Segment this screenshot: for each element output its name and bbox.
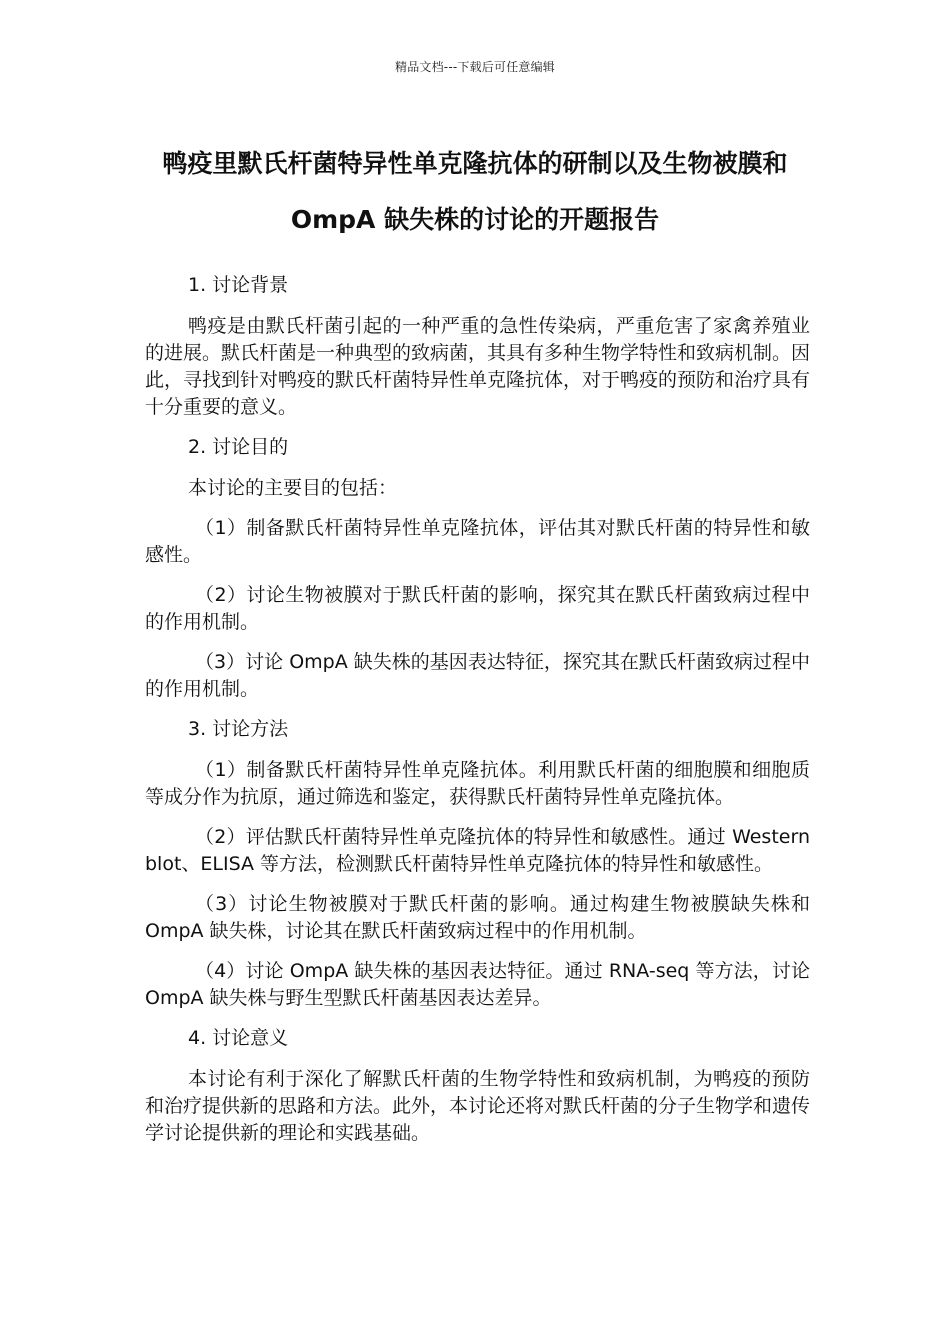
document-body: [145, 272, 810, 1160]
method-item: （4）讨论 OmpA 缺失株的基因表达特征。通过 RNA-seq 等方法，讨论 OmpA 缺失株与野生型默氏杆菌基因表达差异。: [145, 960, 810, 1009]
section-heading-purpose: 2. 讨论目的: [188, 436, 289, 458]
purpose-item: （1）制备默氏杆菌特异性单克隆抗体，评估其对默氏杆菌的特异性和敏感性。: [145, 517, 810, 566]
document-title: 鸭疫里默氏杆菌特异性单克隆抗体的研制以及生物被膜和 OmpA 缺失株的讨论的开题报告: [162, 149, 788, 234]
method-item: （3）讨论生物被膜对于默氏杆菌的影响。通过构建生物被膜缺失株和 OmpA 缺失株，讨论其在默氏杆菌致病过程中的作用机制。: [145, 893, 810, 942]
significance-paragraph: 本讨论有利于深化了解默氏杆菌的生物学特性和致病机制，为鸭疫的预防和治疗提供新的思路和方法。此外，本讨论还将对默氏杆菌的分子生物学和遗传学讨论提供新的理论和实践基础。: [145, 1068, 811, 1144]
section-heading-background: 1. 讨论背景: [188, 274, 289, 296]
section-heading-significance: 4. 讨论意义: [188, 1027, 289, 1049]
purpose-item: （2）讨论生物被膜对于默氏杆菌的影响，探究其在默氏杆菌致病过程中的作用机制。: [145, 584, 810, 633]
background-paragraph: 鸭疫是由默氏杆菌引起的一种严重的急性传染病，严重危害了家禽养殖业的进展。默氏杆菌是一种典型的致病菌，其具有多种生物学特性和致病机制。因此，寻找到针对鸭疫的默氏杆菌特异性单克隆抗体，对于鸭疫的预防和治疗具有十分重要的意义。: [145, 315, 811, 418]
page-header-note: 精品文档---下载后可任意编辑: [395, 60, 555, 74]
purpose-intro: 本讨论的主要目的包括：: [188, 477, 398, 499]
purpose-item: （3）讨论 OmpA 缺失株的基因表达特征，探究其在默氏杆菌致病过程中的作用机制。: [145, 651, 810, 700]
method-item: （1）制备默氏杆菌特异性单克隆抗体。利用默氏杆菌的细胞膜和细胞质等成分作为抗原，通过筛选和鉴定，获得默氏杆菌特异性单克隆抗体。: [145, 759, 810, 808]
method-item: （2）评估默氏杆菌特异性单克隆抗体的特异性和敏感性。通过 Western blot、ELISA 等方法，检测默氏杆菌特异性单克隆抗体的特异性和敏感性。: [145, 826, 810, 875]
section-heading-methods: 3. 讨论方法: [188, 718, 289, 740]
